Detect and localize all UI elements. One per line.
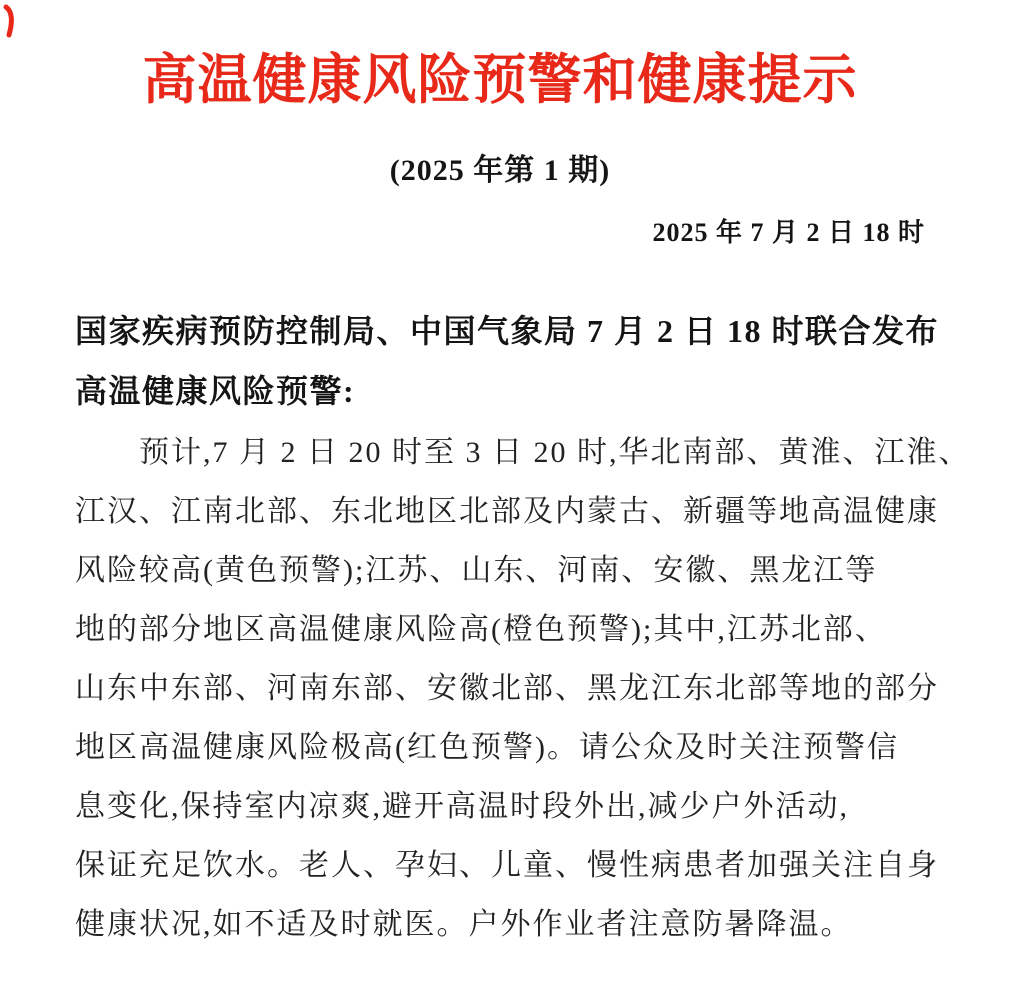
- red-corner-mark: [2, 4, 16, 38]
- body-line: 健康状况,如不适及时就医。户外作业者注意防暑降温。: [75, 908, 853, 941]
- warning-body-paragraph: [75, 423, 971, 954]
- release-heading: [75, 301, 940, 421]
- body-line: 山东中东部、河南东部、安徽北部、黑龙江东北部等地的部分: [75, 672, 939, 705]
- body-line: 息变化,保持室内凉爽,避开高温时段外出,减少户外活动,: [75, 790, 849, 823]
- body-line: 江汉、江南北部、东北地区北部及内蒙古、新疆等地高温健康: [75, 495, 939, 528]
- page-title: 高温健康风险预警和健康提示: [142, 50, 858, 110]
- body-line: 保证充足饮水。老人、孕妇、儿童、慢性病患者加强关注自身: [75, 849, 939, 882]
- body-line: 地区高温健康风险极高(红色预警)。请公众及时关注预警信: [75, 731, 899, 764]
- issue-number: (2025 年第 1 期): [389, 154, 611, 187]
- body-line: 地的部分地区高温健康风险高(橙色预警);其中,江苏北部、: [75, 613, 887, 646]
- body-line: 风险较高(黄色预警);江苏、山东、河南、安徽、黑龙江等: [75, 554, 878, 587]
- body-line: 预计,7 月 2 日 20 时至 3 日 20 时,华北南部、黄淮、江淮、: [139, 436, 971, 469]
- publish-datetime: 2025 年 7 月 2 日 18 时: [652, 218, 925, 247]
- release-heading-line: 国家疾病预防控制局、中国气象局 7 月 2 日 18 时联合发布: [75, 313, 940, 349]
- document-content: [75, 0, 971, 954]
- release-heading-line: 高温健康风险预警:: [75, 373, 356, 409]
